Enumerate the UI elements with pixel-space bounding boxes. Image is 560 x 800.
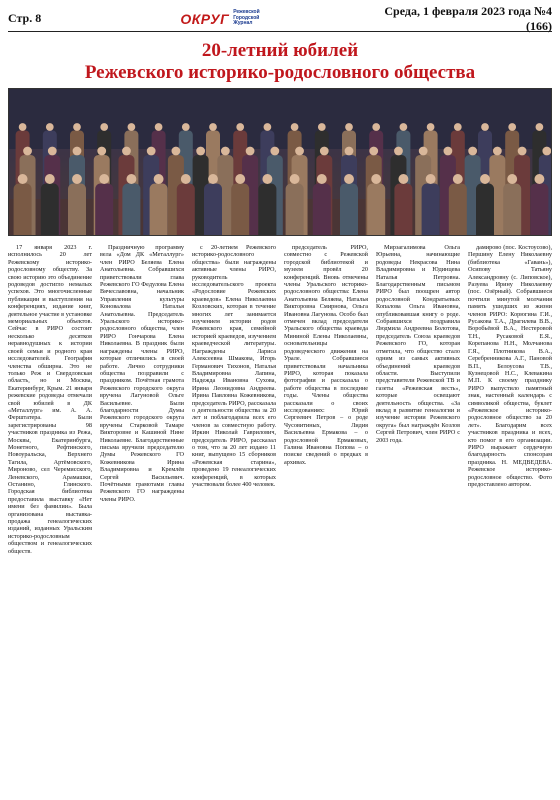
person-head xyxy=(99,174,109,184)
paragraph: Мирзагалимова Ольга Юрьевна, начинающие родоведы Некрасова Нина Владимировна и Юдинцева Наталья Петровна. Благодарственным письмом РИРО был поощрен автор родословной Кондратьевых Копалова Ольга Ивановна, опубликовавшая книгу о роде. Собравшихся поздравила Людмила Андреевна Болотова, председатель Союза краеведов Режевского ГО, которая отметила, что общество стало одним из самых активных объединений краеведов области. Выступили представители Режевской ТВ и газеты «Режевская весть», которые освещают деятельность общества. «За вклад в развитие генеалогии и изучение истории Режевского округа» был награждён Козлов Сергей Петрович, член РИРО с 2003 года. xyxy=(376,244,460,444)
person-head xyxy=(262,174,272,184)
person-head xyxy=(128,123,136,131)
person-head xyxy=(507,174,517,184)
logo-sub-line: Городской xyxy=(233,14,260,21)
newspaper-logo xyxy=(78,10,362,27)
person-head xyxy=(270,147,279,156)
page-number: Стр. 8 xyxy=(8,11,42,25)
paragraph: дамирово (пос. Костоусово), Першину Елену Николаевну (библиотека «Гавань»), Осипову Татьяну Александровну (с. Липовское), Разуева Ирину Николаевну (пос. Озёрный). Собравшиеся почтили минутой молчания память ушедших из жизни членов РИРО: Корюгина Г.И., Русакова Т.А., Драгилева В.В., Воробьёвой В.А., Нестеровой Т.Н., Русаковой Е.Я., Корепанова Н.Н., Молчанова Г.Я., Плотникова В.А., Серебренникова А.Г., Пановой В.П., Белоусова Т.В., Кузнецовой Н.С., Клевакина М.П. К своему празднику РИРО выпустило памятный знак, настенный календарь с символикой общества, буклет «Режевское историко-родословное общество за 20 лет». Благодарим всех участников праздника и всех, кто помог в его организации. РИРО выражает сердечную благодарность спонсорам праздника. Н. МЕДВЕДЕВА. Режевское историко-родословное общество. Фото предоставлено автором. xyxy=(468,244,552,488)
person-head xyxy=(480,174,490,184)
person-head xyxy=(454,123,462,131)
person-head xyxy=(236,123,244,131)
person-body xyxy=(177,184,195,237)
person-head xyxy=(345,123,353,131)
person-head xyxy=(72,174,82,184)
person-head xyxy=(372,123,380,131)
person-head xyxy=(209,123,217,131)
person-body xyxy=(449,184,467,237)
person-head xyxy=(291,123,299,131)
person-head xyxy=(46,123,54,131)
issue-date: Среда, 1 февраля 2023 года №4 (166) xyxy=(384,3,552,33)
logo-sub-line: Журнал xyxy=(233,20,253,27)
person-head xyxy=(344,174,354,184)
person-head xyxy=(18,174,28,184)
person-head xyxy=(100,123,108,131)
article-title xyxy=(8,40,552,84)
person-head xyxy=(295,147,304,156)
person-head xyxy=(534,174,544,184)
person-head xyxy=(419,147,428,156)
person-head xyxy=(542,147,551,156)
group-photo xyxy=(8,88,552,236)
person-body xyxy=(95,184,113,237)
person-head xyxy=(172,147,181,156)
person-head xyxy=(400,123,408,131)
person-head xyxy=(48,147,57,156)
person-head xyxy=(45,174,55,184)
person-head xyxy=(371,174,381,184)
person-head xyxy=(318,123,326,131)
person-head xyxy=(320,147,329,156)
text-column-4 xyxy=(284,244,368,794)
person-body xyxy=(150,184,168,237)
person-body xyxy=(14,184,32,237)
page-header xyxy=(8,3,552,33)
paragraph: с 20-летием Режевского историко-родословного общества» были награждены активные члены РИРО, руководитель исследовательского проекта «Родословие Режевских краеведов» Елена Николаевна Козловских, которая в течение многих лет занимается изучением истории родов Режевского края, семейной историей краеведов, изучением краеведческой литературы. Награждены Лариса Алексеевна Шмакова, Игорь Германович Тихонов, Наталья Владимировна Лапина, Надежда Ивановна Сухова, Ирина Леонидовна Андреева. Ирина Павловна Кожевникова, председатель РИРО, рассказала о деятельности общества за 20 лет и поблагодарила всех его членов за совместную работу. Иркин Николай Гаврилович, председатель РИРО, рассказал о том, что за 20 лет издано 11 книг, выпущено 15 сборников «Режевская старина», проведено 19 генеалогических конференций, в которых участвовали более 400 человек. xyxy=(192,244,276,488)
person-head xyxy=(493,147,502,156)
person-head xyxy=(345,147,354,156)
person-head xyxy=(369,147,378,156)
person-body xyxy=(231,184,249,237)
person-head xyxy=(122,147,131,156)
person-head xyxy=(290,174,300,184)
person-head xyxy=(426,174,436,184)
person-body xyxy=(41,184,59,237)
paragraph: Праздничную программу вела «Дом ДК «Металлург» член РИРО Беляева Елена Анатольевна. Собравшихся приветствовали глава Режевского ГО Федулова Елена Вячеславовна, начальник Управления культуры Коновалова Наталья Анатольевна. Председатель Уральского историко-родословного общества, член РИРО Гончарова Елена Николаевна. В праздник были награждены члены РИРО, которые отличились в своей работе. Лично сотрудники общества поздравили с праздником. Почётная грамота Режевского городского округа вручена Лагуновой Ольге Васильевне. Были благодарности Думы Режевского городского округа вручены Старковой Тамаре Викторовне и Кашиной Нине Николаевне. Благодарственные письма вручили председателю Думы Режевского ГО Кожевникова Ирина Владимировна и Кремлёв Сергей Васильевич. Почётными грамотами главы Режевского ГО награждены члены РИРО. xyxy=(100,244,184,503)
person-body xyxy=(313,184,331,237)
person-head xyxy=(97,147,106,156)
person-body xyxy=(422,184,440,237)
person-head xyxy=(536,123,544,131)
person-head xyxy=(221,147,230,156)
logo-sub-line: Режевской xyxy=(233,9,260,16)
person-body xyxy=(503,184,521,237)
group-photo-image xyxy=(9,89,552,236)
person-head xyxy=(235,174,245,184)
person-head xyxy=(126,174,136,184)
person-head xyxy=(518,147,527,156)
person-head xyxy=(155,123,163,131)
person-head xyxy=(73,123,81,131)
person-head xyxy=(181,174,191,184)
person-body xyxy=(286,184,304,237)
paragraph: 17 января 2023 г. исполнилось 20 лет Режевскому историко-родословному обществу. За свою историю это объединение родоведов достигло немалых успехов. Это многочисленные публикации и выступления на конференциях, издание книг, деятельное участие в установке мемориальных объектов. Сейчас в РИРО состоит несколько десятков неравнодушных к истории своей семьи и родного края исследователей. География членства обширна. Это не только Реж и Свердловская область, но и Москва, Екатеринбург, Крым. 21 января режевские родоведы отмечали свой юбилей в ДК «Металлург» им. А. А. Ферштатера. Были зарегистрированы 98 участников праздника из Режа, Москвы, Екатеринбурга, Монетного, Рефтинского, Новоуральска, Верхнего Тагила, Артёмовского, Мироново, сел Черемисского, Леневского, Арамашки, Останино, Глинского. Городская библиотека предоставила выставку «Нет имени без фамилии». Была организована выставка-продажа генеалогических изданий, изданных Уральским историко-родословным обществом и генеалогических обществ. xyxy=(8,244,92,555)
person-body xyxy=(530,184,548,237)
person-head xyxy=(508,123,516,131)
person-head xyxy=(468,147,477,156)
text-column-1 xyxy=(8,244,92,794)
person-head xyxy=(147,147,156,156)
person-head xyxy=(444,147,453,156)
title-line-2: Режевского историко-родословного общества xyxy=(84,62,476,83)
person-head xyxy=(196,147,205,156)
text-column-5 xyxy=(376,244,460,794)
person-body xyxy=(367,184,385,237)
title-line-1: 20-летний юбилей xyxy=(201,40,359,61)
person-body xyxy=(68,184,86,237)
logo-word: ОКРУГ xyxy=(180,10,230,27)
person-head xyxy=(394,147,403,156)
person-head xyxy=(398,174,408,184)
person-body xyxy=(340,184,358,237)
person-head xyxy=(317,174,327,184)
paragraph: председатель РИРО, совместно с Режевской городской библиотекой и музеем провёл 20 конференций. Вновь отмечены члены Уральского историко-родословного общества: Елена Анатольевна Беляева, Наталья Викторовна Смирнова, Ольга Ивановна Лагунова. Особо был отмечен вклад председателя Уральского общества краеведа Мининой Елены Николаевны, основательницы родоведческого движения на Урале. Собравшиеся приветствовали начальника РИРО, которая показала фотографии и рассказала о работе общества в последние годы. Члены общества рассказали о своих исследованиях: Юрий Сергеевич Петров – о роде Чусовитиных, Лидия Васильевна Ермакова – о родословной Ермаковых, Галина Ивановна Попова – о поиске сведений о предках в архивах. xyxy=(284,244,368,466)
text-column-2 xyxy=(100,244,184,794)
person-head xyxy=(23,147,32,156)
person-body xyxy=(204,184,222,237)
person-head xyxy=(453,174,463,184)
person-head xyxy=(481,123,489,131)
person-head xyxy=(182,123,190,131)
person-body xyxy=(476,184,494,237)
text-column-3 xyxy=(192,244,276,794)
person-head xyxy=(154,174,164,184)
person-body xyxy=(258,184,276,237)
person-head xyxy=(264,123,272,131)
person-head xyxy=(208,174,218,184)
person-head xyxy=(427,123,435,131)
person-body xyxy=(394,184,412,237)
person-head xyxy=(73,147,82,156)
article-body xyxy=(8,244,552,794)
person-head xyxy=(19,123,27,131)
logo-subtitle xyxy=(233,10,259,27)
person-head xyxy=(246,147,255,156)
person-body xyxy=(122,184,140,237)
text-column-6 xyxy=(468,244,552,794)
